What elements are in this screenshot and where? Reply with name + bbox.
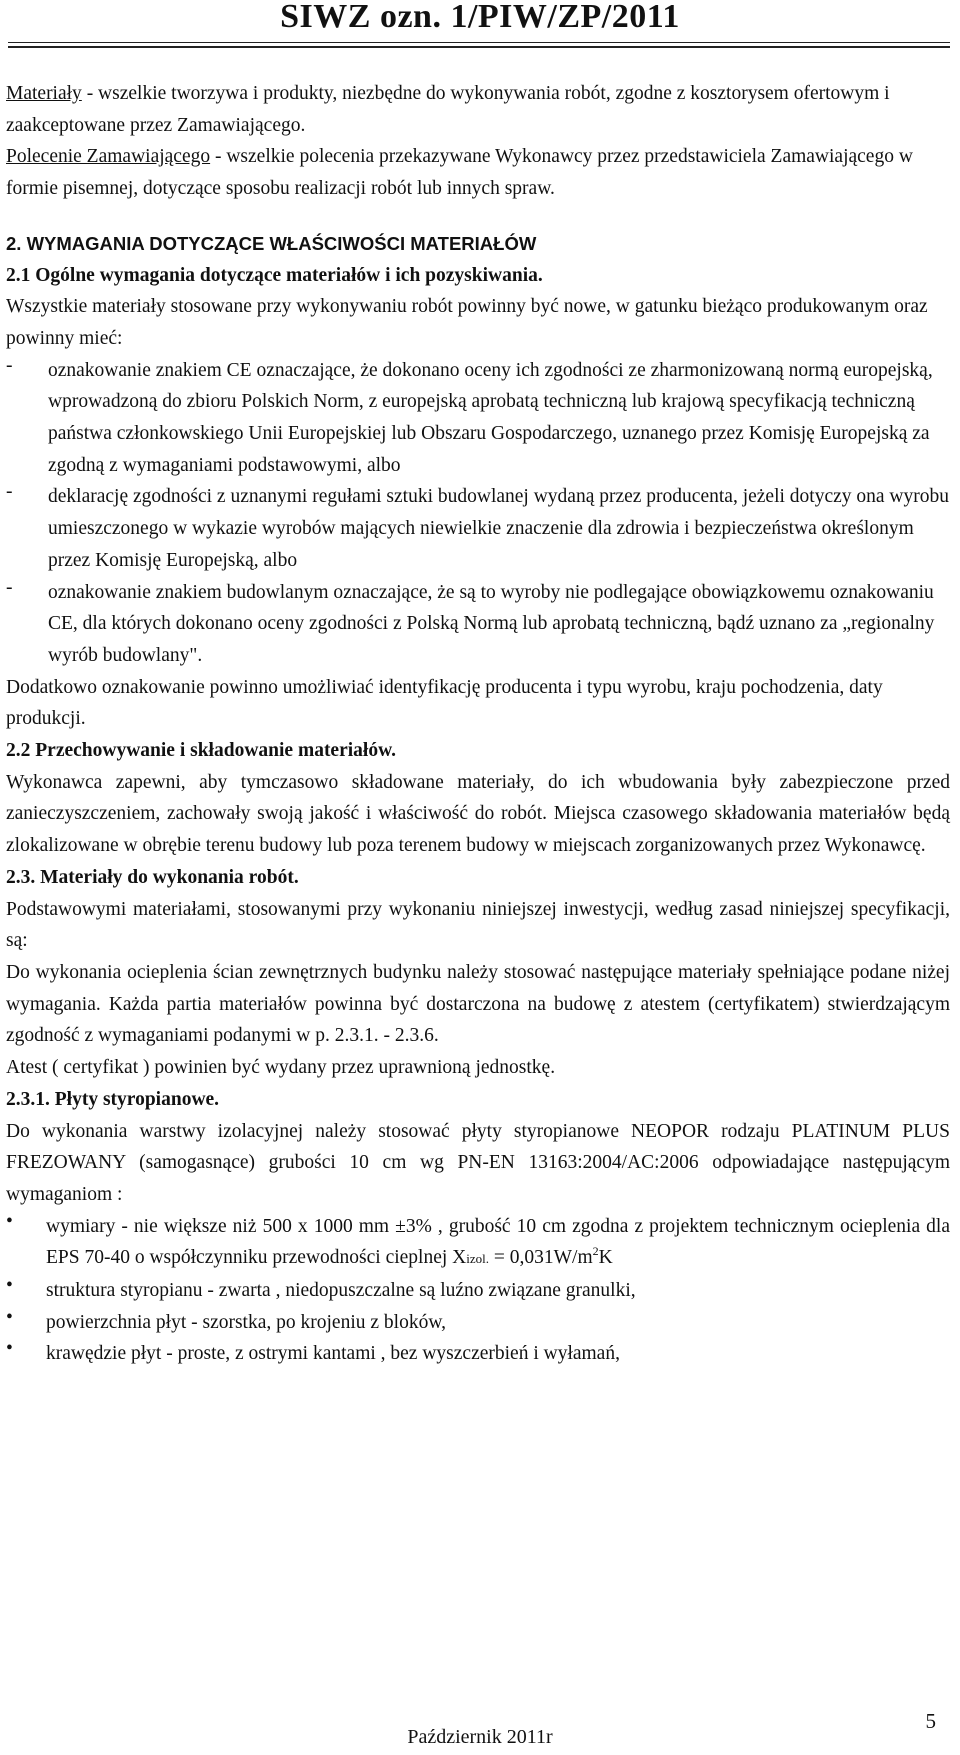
- list-item-text: oznakowanie znakiem budowlanym oznaczające, że są to wyroby nie podlegające obowiązkowemu oznakowaniu CE, dla których dokonano oceny zgodności z Polską Normą lub aprobatą techniczną, bądź uznano za „regionalny wyrób budowlany".: [48, 581, 935, 666]
- subsection-heading: 2.3. Materiały do wykonania robót.: [6, 866, 299, 888]
- bullet-marker: •: [6, 1210, 13, 1232]
- list-marker: -: [6, 354, 13, 376]
- page-header-title: SIWZ ozn. 1/PIW/ZP/2011: [280, 0, 680, 35]
- list-marker: -: [6, 576, 13, 598]
- list-item: [6, 481, 950, 576]
- term-materialy: Materiały: [6, 83, 82, 104]
- list-item-text: struktura styropianu - zwarta , niedopuszczalne są luźno związane granulki,: [46, 1280, 636, 1302]
- definition-text: - wszelkie polecenia przekazywane Wykonawcy przez przedstawiciela Zamawiającego w formie pisemnej, dotyczące sposobu realizacji robót lub innych spraw.: [6, 146, 913, 200]
- list-item: [6, 577, 950, 672]
- header-rule-thick: [8, 46, 950, 48]
- subsection-heading: 2.1 Ogólne wymagania dotyczące materiałów i ich pozyskiwania.: [6, 264, 543, 286]
- bullet-marker: •: [6, 1338, 13, 1360]
- document-body: [6, 78, 950, 1370]
- definition-polecenie: [6, 141, 950, 204]
- list-item-text: oznakowanie znakiem CE oznaczające, że dokonano oceny ich zgodności ze zharmonizowaną normą europejską, wprowadzoną do zbioru Polskich Norm, z europejską aprobatą techniczną lub krajową specyfikacją techniczną państwa członkowskiego Unii Europejskiej lub Obszaru Gospodarczego, uznanego przez Komisję Europejską za zgodną z wymaganiami podstawowymi, albo: [48, 359, 933, 476]
- definition-materialy: [6, 78, 950, 141]
- bullet-marker: •: [6, 1306, 13, 1328]
- list-item: [6, 355, 950, 482]
- list-item: [6, 1211, 950, 1275]
- section-heading: 2. WYMAGANIA DOTYCZĄCE WŁAŚCIWOŚCI MATERIAŁÓW: [6, 232, 537, 254]
- subsection-heading: 2.3.1. Płyty styropianowe.: [6, 1088, 220, 1110]
- list-item-text: powierzchnia płyt - szorstka, po krojeniu z bloków,: [46, 1311, 447, 1333]
- list-item-text: krawędzie płyt - proste, z ostrymi kantami , bez wyszczerbień i wyłamań,: [46, 1343, 620, 1365]
- paragraph: Do wykonania ocieplenia ścian zewnętrznych budynku należy stosować następujące materiały spełniające podane niżej wymagania. Każda partia materiałów powinna być dostarczona na budowę z atestem (certyfikatem) stwierdzającym zgodność z wymaganiami podanymi w p. 2.3.1. - 2.3.6.: [6, 961, 950, 1047]
- page-number: 5: [925, 1709, 936, 1733]
- subsection-heading: 2.2 Przechowywanie i składowanie materiałów.: [6, 740, 396, 762]
- list-marker: -: [6, 481, 13, 503]
- paragraph: Podstawowymi materiałami, stosowanymi przy wykonaniu niniejszej inwestycji, według zasad niniejszej specyfikacji, są:: [6, 898, 950, 952]
- paragraph: Atest ( certyfikat ) powinien być wydany przez uprawnioną jednostkę.: [6, 1057, 556, 1079]
- list-item: [6, 1275, 950, 1307]
- header-rule-thin: [8, 42, 950, 43]
- paragraph: Wszystkie materiały stosowane przy wykonywaniu robót powinny być nowe, w gatunku bieżąco produkowanym oraz powinny mieć:: [6, 296, 928, 349]
- footer-date: Październik 2011r: [407, 1726, 553, 1748]
- list-item-text: wymiary - nie większe niż 500 x 1000 mm ±3% , grubość 10 cm zgodna z projektem technicznym ocieplenia dla EPS 70-40 o współczynniku przewodności cieplnej Xizol. = $0,031W/m^2K$: [46, 1215, 950, 1269]
- list-item-text: deklarację zgodności z uznanymi regułami sztuki budowlanej wydaną przez producenta, jeżeli dotyczy ona wyrobu umieszczonego w wykazie wyrobów mających niewielkie znaczenie dla zdrowia i bezpieczeństwa określonym przez Komisję Europejską, albo: [48, 486, 949, 571]
- bullet-marker: •: [6, 1275, 13, 1297]
- paragraph: Wykonawca zapewni, aby tymczasowo składowane materiały, do ich wbudowania były zabezpieczone przed zanieczyszczeniem, zachowały swoją jakość i właściwość do robót. Miejsca czasowego składowania materiałów będą zlokalizowane w obrębie terenu budowy lub poza terenem budowy w miejscach zorganizowanych przez Wykonawcę.: [6, 771, 950, 857]
- paragraph: Do wykonania warstwy izolacyjnej należy stosować płyty styropianowe NEOPOR rodzaju PLATINUM PLUS FREZOWANY (samogasnące) grubości 10 cm wg PN-EN 13163:2004/AC:2006 odpowiadające następującym wymaganiom :: [6, 1120, 950, 1205]
- term-polecenie: Polecenie Zamawiającego: [6, 146, 211, 168]
- list-item: [6, 1307, 950, 1339]
- list-item: [6, 1338, 950, 1370]
- paragraph: Dodatkowo oznakowanie powinno umożliwiać identyfikację producenta i typu wyrobu, kraju pochodzenia, daty produkcji.: [6, 676, 883, 730]
- definition-text: - wszelkie tworzywa i produkty, niezbędne do wykonywania robót, zgodne z kosztorysem ofertowym i zaakceptowane przez Zamawiającego.: [6, 83, 890, 136]
